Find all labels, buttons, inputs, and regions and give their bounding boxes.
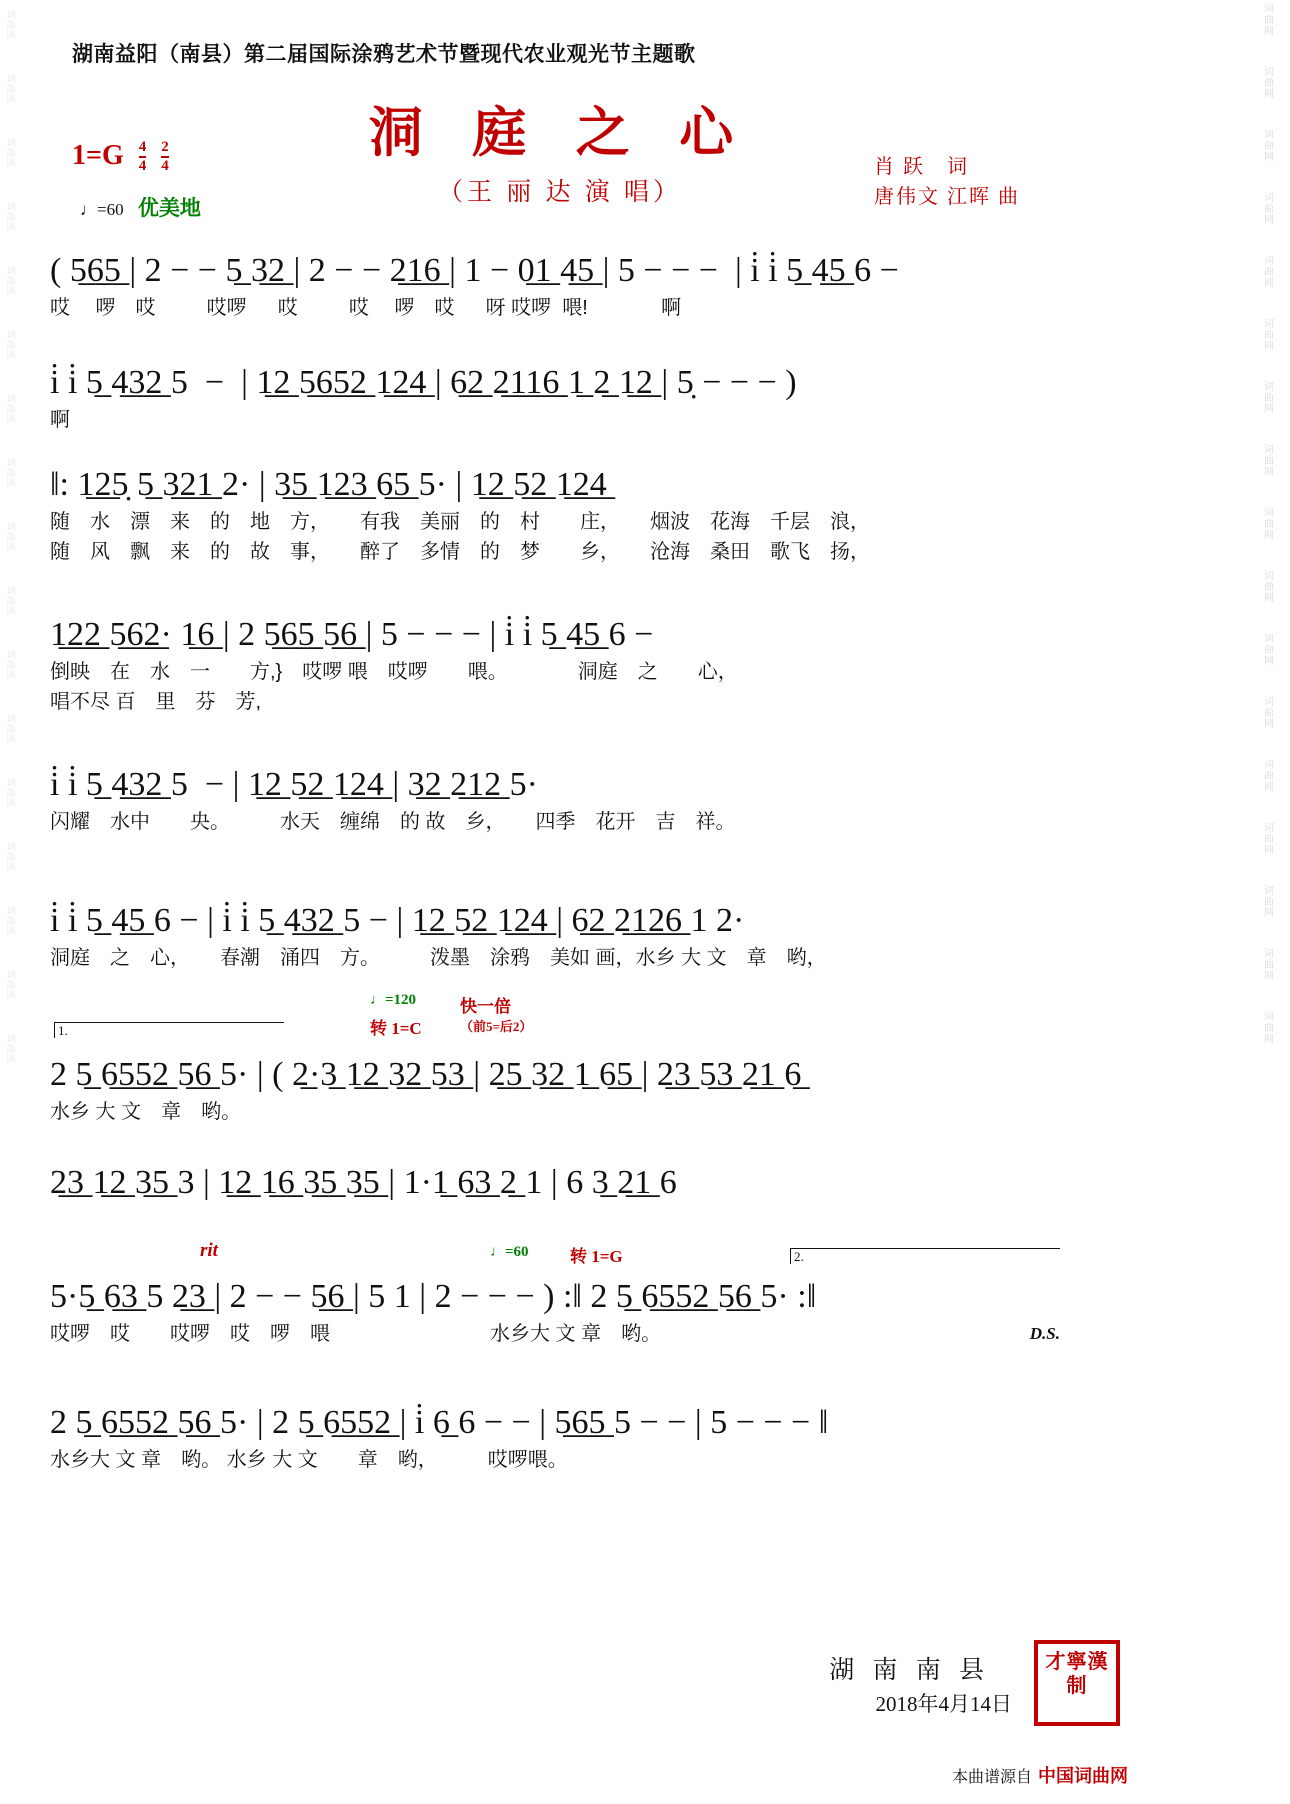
watermark-text: 词曲网: [6, 74, 16, 104]
watermark-text: 词曲网: [6, 394, 16, 424]
modulation-note: （前5=后2）: [460, 1019, 533, 1034]
watermark-text: 词曲网: [1264, 67, 1274, 100]
notation-line: 5·5̲ 6̲3̲ 5 2̲3̲ | 2 − − 5̲6̲ | 5 1 | 2 − − − ) :‖ 2 5̲ 6̲5̲5̲2̲ 5̲6̲ 5· :‖: [50, 1278, 817, 1315]
watermark-text: 词曲网: [1264, 949, 1274, 982]
lyric-line: [50, 1206, 1070, 1234]
watermark-text: 词曲网: [6, 778, 16, 808]
watermark-text: 词曲网: [6, 522, 16, 552]
watermark-text: 词曲网: [1264, 760, 1274, 793]
notation-line: ( 5̲6̲5̲ | 2 − − 5̲ 3̲2̲ | 2 − − 2̲1̲6̲ | 1 − 0̲1̲ 4̲5̲ | 5 − − − | i̇ i̇ 5̲ 4̲5̲ 6 −: [50, 252, 899, 289]
watermark-text: 词曲网: [1264, 886, 1274, 919]
source-label: 本曲谱源自: [951, 1769, 1032, 1786]
watermark-text: 词曲网: [1264, 508, 1274, 541]
credits-block: [874, 152, 1020, 212]
notation-line: 2 5̲ 6̲5̲5̲2̲ 5̲6̲ 5· | ( 2̲·3̲ 1̲2̲ 3̲2̲ 5̲3̲ | 2̲5̲ 3̲2̲ 1̲ 6̲5̲ | 2̲3̲ 5̲3̲ 2̲1̲ 6̲: [50, 1056, 802, 1093]
composer-credit: 唐伟文 江晖 曲: [874, 186, 1020, 208]
watermark-text: 词曲网: [1264, 193, 1274, 226]
singer-credit: （王 丽 达 演 唱）: [437, 179, 682, 206]
watermark-text: 词曲网: [6, 266, 16, 296]
watermark-text: 词曲网: [6, 330, 16, 360]
watermark-text: 词曲网: [1264, 697, 1274, 730]
lyricist-credit: 肖 跃 词: [874, 156, 969, 178]
watermark-text: 词曲网: [6, 714, 16, 744]
watermark-text: 词曲网: [1264, 823, 1274, 856]
watermark-text: 词曲网: [1264, 571, 1274, 604]
lyric-line: 洞庭 之 心， 春潮 涌四 方。 泼墨 涂鸦 美如 画，水乡 大 文 章 哟，: [50, 947, 827, 969]
seal-stamp: 才寧漢制: [1034, 1640, 1120, 1726]
music-system-6: [50, 898, 1070, 972]
time-signature-1-top: 4: [138, 139, 147, 156]
watermark-text: 词曲网: [6, 10, 16, 40]
rit-marking: rit: [200, 1240, 218, 1261]
music-system-1: [50, 248, 1070, 322]
watermark-text: 词曲网: [6, 202, 16, 232]
watermark-text: 词曲网: [1264, 382, 1274, 415]
notation-line: i̇ i̇ 5̲ 4̲3̲2̲ 5 − | 1̲2̲ 5̲6̲5̲2̲ 1̲2̲4̲ | 6̲2̲ 2̲1̲1̲6̲ 1̲ 2̲ 1̲2̲ | 5̣ − − − ): [50, 364, 797, 401]
notation-line: ‖: 1̲2̲5̣ 5̲ 3̲2̲1̲ 2· | 3̲5̲ 1̲2̲3̲ 6̲5̲ 5· | 1̲2̲ 5̲2̲ 1̲2̲4̲: [50, 466, 607, 503]
watermark-text: 词曲网: [1264, 256, 1274, 289]
time-signature-2: [161, 140, 169, 175]
watermark-column-right: [1248, 0, 1290, 1804]
music-system-7: [50, 992, 1070, 1126]
lyric-line-verse-1: 倒映 在 水 一 方,} 哎啰 喂 哎啰 喂。 洞庭 之 心，: [50, 661, 738, 683]
date-signature: 2018年4月14日: [875, 1692, 1012, 1716]
source-credit: [952, 1762, 1128, 1788]
lyric-line: 水乡 大 文 章 哟。: [50, 1101, 242, 1123]
watermark-text: 词曲网: [1264, 130, 1274, 163]
lyric-line: 哎 啰 哎 哎啰 哎 哎 啰 哎 呀 哎啰 喂! 啊: [50, 297, 682, 319]
song-title: 洞 庭 之 心: [368, 103, 752, 163]
watermark-text: 词曲网: [1264, 445, 1274, 478]
watermark-text: 词曲网: [1264, 319, 1274, 352]
notation-line: 2̲3̲ 1̲2̲ 3̲5̲ 3 | 1̲2̲ 1̲6̲ 3̲5̲ 3̲5̲ | 1·1̲ 6̲3̲ 2̲ 1 | 6 3̲ 2̲1̲ 6: [50, 1164, 677, 1201]
lyric-line: 啊: [50, 409, 70, 431]
watermark-text: 词曲网: [6, 138, 16, 168]
notation-line: i̇ i̇ 5̲ 4̲5̲ 6 − | i̇ i̇ 5̲ 4̲3̲2̲ 5 − | 1̲2̲ 5̲2̲ 1̲2̲4̲ | 6̲2̲ 2̲1̲2̲6̲ 1 2·: [50, 902, 745, 939]
watermark-text: 词曲网: [1264, 1012, 1274, 1045]
music-system-5: [50, 762, 1070, 836]
watermark-text: 词曲网: [6, 1034, 16, 1064]
ending-bracket-2: 2.: [790, 1248, 1060, 1264]
lyric-line: 闪耀 水中 央。 水天 缠绵 的 故 乡， 四季 花开 吉 祥。: [50, 811, 736, 833]
festival-subtitle: 湖南益阳（南县）第二届国际涂鸦艺术节暨现代农业观光节主题歌: [72, 43, 696, 66]
tempo-marking-120: ♩=120: [370, 992, 417, 1008]
notation-line: 1̲2̲2̲ 5̲6̲2̲· 1̲6̲ | 2 5̲6̲5̲ 5̲6̲ | 5 − − − | i̇ i̇ 5̲ 4̲5̲ 6 −: [50, 616, 654, 653]
notation-line: 2 5̲ 6̲5̲5̲2̲ 5̲6̲ 5· | 2 5̲ 6̲5̲5̲2̲ | i̇ 6̲ 6 − − | 5̲6̲5̲ 5 − − | 5 − − − ‖: [50, 1404, 829, 1441]
ending-bracket-1: 1.: [54, 1022, 284, 1038]
music-system-4: [50, 612, 1070, 716]
lyric-line: 水乡大 文 章 哟。 水乡 大 文 章 哟， 哎啰喂。: [50, 1449, 568, 1471]
lyric-line-verse-2: 唱不尽 百 里 芬 芳,: [50, 691, 262, 713]
source-site[interactable]: 中国词曲网: [1038, 1766, 1128, 1786]
lyric-line: 哎啰 哎 哎啰 哎 啰 喂 水乡大 文 章 哟。: [50, 1323, 662, 1345]
time-signature-2-bottom: 4: [161, 158, 169, 175]
watermark-text: 词曲网: [6, 458, 16, 488]
watermark-text: 词曲网: [1264, 4, 1274, 37]
ds-marking: D.S.: [1029, 1324, 1060, 1343]
watermark-text: 词曲网: [6, 906, 16, 936]
expression-marking: 优美地: [137, 196, 201, 220]
watermark-text: 词曲网: [6, 650, 16, 680]
music-system-8: [50, 1160, 1070, 1234]
watermark-text: 词曲网: [1264, 634, 1274, 667]
time-signature-1-bottom: 4: [138, 158, 147, 175]
watermark-text: 词曲网: [6, 586, 16, 616]
notation-line: i̇ i̇ 5̲ 4̲3̲2̲ 5 − | 1̲2̲ 5̲2̲ 1̲2̲4̲ | 3̲2̲ 2̲1̲2̲ 5·: [50, 766, 539, 803]
key-signature: 1=G: [72, 140, 124, 171]
lyric-line-verse-1: 随 水 漂 来 的 地 方， 有我 美丽 的 村 庄， 烟波 花海 千层 浪，: [50, 511, 870, 533]
modulation-to-c: 转 1=C: [370, 1019, 422, 1038]
watermark-text: 词曲网: [6, 970, 16, 1000]
tempo-block: [80, 192, 201, 222]
tempo-marking: ♩=60: [80, 200, 124, 219]
tempo-marking-60: ♩=60: [490, 1244, 529, 1260]
time-signature-2-top: 2: [161, 139, 169, 156]
tempo-text-faster: 快一倍: [460, 997, 511, 1016]
key-signature-block: [72, 140, 169, 175]
lyric-line-verse-2: 随 风 飘 来 的 故 事， 醉了 多情 的 梦 乡， 沧海 桑田 歌飞 扬，: [50, 541, 870, 563]
watermark-text: 词曲网: [6, 842, 16, 872]
time-signature-1: [139, 140, 147, 175]
place-signature: 湖 南 南 县: [829, 1657, 990, 1684]
music-system-10: [50, 1400, 1070, 1474]
music-system-2: [50, 360, 1070, 434]
music-system-9: [50, 1240, 1070, 1366]
modulation-to-g: 转 1=G: [570, 1247, 623, 1266]
music-system-3: [50, 462, 1070, 566]
